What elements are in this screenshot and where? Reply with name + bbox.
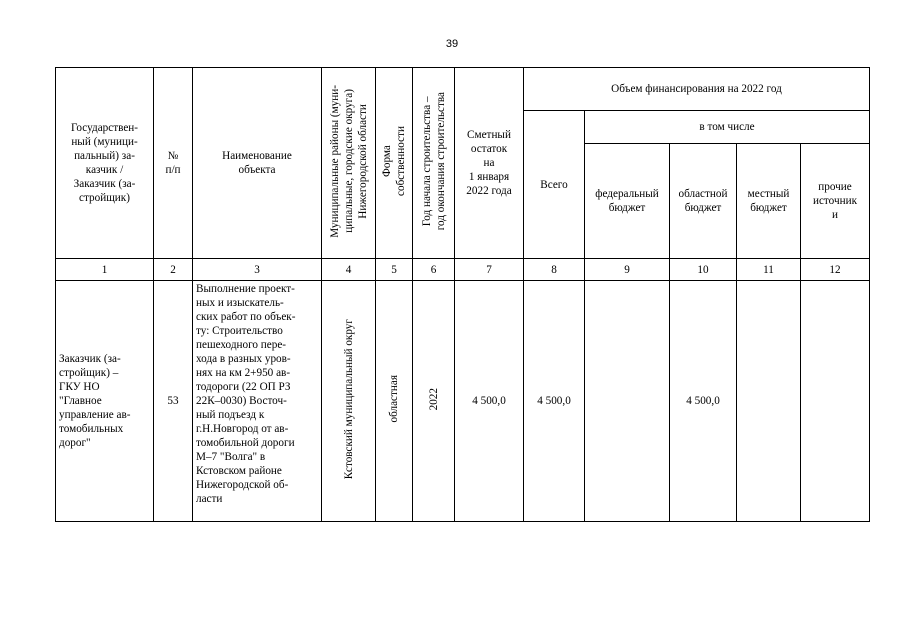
- column-number: 12: [801, 259, 870, 281]
- column-number: 1: [56, 259, 154, 281]
- header-total: Всего: [524, 111, 585, 259]
- header-years: [413, 68, 455, 259]
- header-object-name: Наименование объекта: [193, 68, 322, 259]
- header-balance: Сметный остаток на 1 января 2022 года: [455, 68, 524, 259]
- header-regional: областной бюджет: [670, 144, 737, 259]
- table-row: [56, 281, 870, 522]
- column-number: 8: [524, 259, 585, 281]
- column-number: 2: [154, 259, 193, 281]
- header-federal: федеральный бюджет: [585, 144, 670, 259]
- header-other: прочие источник и: [801, 144, 870, 259]
- row-balance: 4 500,0: [455, 281, 524, 522]
- column-number: 10: [670, 259, 737, 281]
- header-local: местный бюджет: [737, 144, 801, 259]
- row-ownership-text: областная: [388, 375, 400, 423]
- row-year: [413, 281, 455, 522]
- page-number: 39: [445, 38, 459, 50]
- row-object-name: Выполнение проект- ных и изыскатель- ских работ по объек- ту: Строительство пешеходного пере- хода в разных уров- нях на км 2+950 ав- тодороги (22 ОП РЗ 22К–0030) Восточ- ный подъезд к г.Н.Новгород от ав- томобильной дороги М–7 "Волга" в Кстовском районе Нижегородской об- ласти: [193, 281, 322, 522]
- header-districts: [322, 68, 376, 259]
- row-number: 53: [154, 281, 193, 522]
- header-ownership: [376, 68, 413, 259]
- header-number: № п/п: [154, 68, 193, 259]
- header-districts-text: Муниципальные районы (муни- ципальные, городские округа) Нижегородской области: [328, 84, 369, 238]
- column-number: 6: [413, 259, 455, 281]
- row-year-text: 2022: [427, 387, 440, 411]
- header-years-text: Год начала строительства – год окончания строительства: [420, 91, 447, 231]
- row-ownership: [376, 281, 413, 522]
- column-number: 11: [737, 259, 801, 281]
- column-number: 9: [585, 259, 670, 281]
- row-total: 4 500,0: [524, 281, 585, 522]
- column-number: 5: [376, 259, 413, 281]
- header-customer: Государствен- ный (муници- пальный) за- казчик / Заказчик (за- стройщик): [56, 68, 154, 259]
- row-local: [737, 281, 801, 522]
- row-regional: 4 500,0: [670, 281, 737, 522]
- header-financing: Объем финансирования на 2022 год: [524, 68, 870, 111]
- header-ownership-text: Форма собственности: [381, 126, 407, 196]
- row-federal: [585, 281, 670, 522]
- financing-table: [55, 67, 870, 522]
- column-number: 7: [455, 259, 524, 281]
- row-customer: Заказчик (за- стройщик) – ГКУ НО "Главное управление ав- томобильных дорог": [56, 281, 154, 522]
- column-number: 3: [193, 259, 322, 281]
- row-other: [801, 281, 870, 522]
- row-district-text: Кстовский муниципальный округ: [342, 318, 355, 480]
- row-district: [322, 281, 376, 522]
- header-including: в том числе: [585, 111, 870, 144]
- column-number: 4: [322, 259, 376, 281]
